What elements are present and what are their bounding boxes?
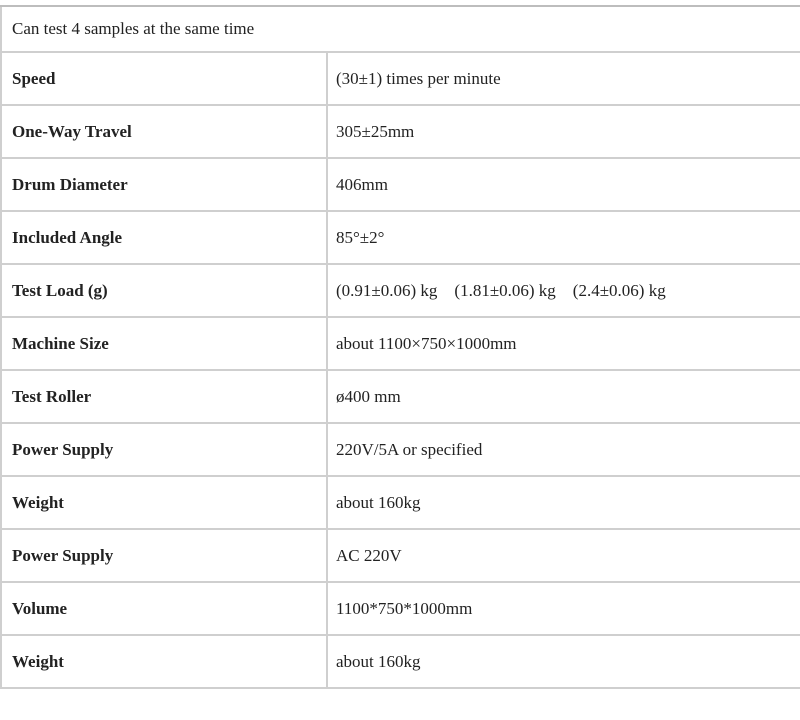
- spec-value: 220V/5A or specified: [327, 423, 800, 476]
- spec-label: Volume: [1, 582, 327, 635]
- spec-value: 85°±2°: [327, 211, 800, 264]
- table-row: [1, 158, 800, 211]
- spec-value: about 160kg: [327, 476, 800, 529]
- table-row: [1, 264, 800, 317]
- spec-value: (30±1) times per minute: [327, 52, 800, 105]
- spec-value: ø400 mm: [327, 370, 800, 423]
- table-row: [1, 476, 800, 529]
- table-row: [1, 582, 800, 635]
- spec-label: One-Way Travel: [1, 105, 327, 158]
- table-row: [1, 211, 800, 264]
- spec-label: Power Supply: [1, 423, 327, 476]
- spec-label: Speed: [1, 52, 327, 105]
- spec-value: AC 220V: [327, 529, 800, 582]
- spec-label: Weight: [1, 635, 327, 688]
- table-row: [1, 423, 800, 476]
- spec-value: 305±25mm: [327, 105, 800, 158]
- table-row: [1, 529, 800, 582]
- spec-value: (0.91±0.06) kg (1.81±0.06) kg (2.4±0.06) kg: [327, 264, 800, 317]
- header-note: Can test 4 samples at the same time: [1, 6, 800, 52]
- spec-label: Included Angle: [1, 211, 327, 264]
- spec-label: Test Roller: [1, 370, 327, 423]
- spec-value: 1100*750*1000mm: [327, 582, 800, 635]
- table-row: [1, 317, 800, 370]
- table-row: [1, 370, 800, 423]
- table-row: [1, 52, 800, 105]
- table-row: [1, 105, 800, 158]
- table-row: [1, 635, 800, 688]
- spec-label: Power Supply: [1, 529, 327, 582]
- table-header-row: [1, 6, 800, 52]
- spec-value: about 1100×750×1000mm: [327, 317, 800, 370]
- spec-value: about 160kg: [327, 635, 800, 688]
- spec-label: Weight: [1, 476, 327, 529]
- spec-label: Drum Diameter: [1, 158, 327, 211]
- spec-label: Test Load (g): [1, 264, 327, 317]
- spec-value: 406mm: [327, 158, 800, 211]
- spec-table: [0, 5, 800, 689]
- spec-label: Machine Size: [1, 317, 327, 370]
